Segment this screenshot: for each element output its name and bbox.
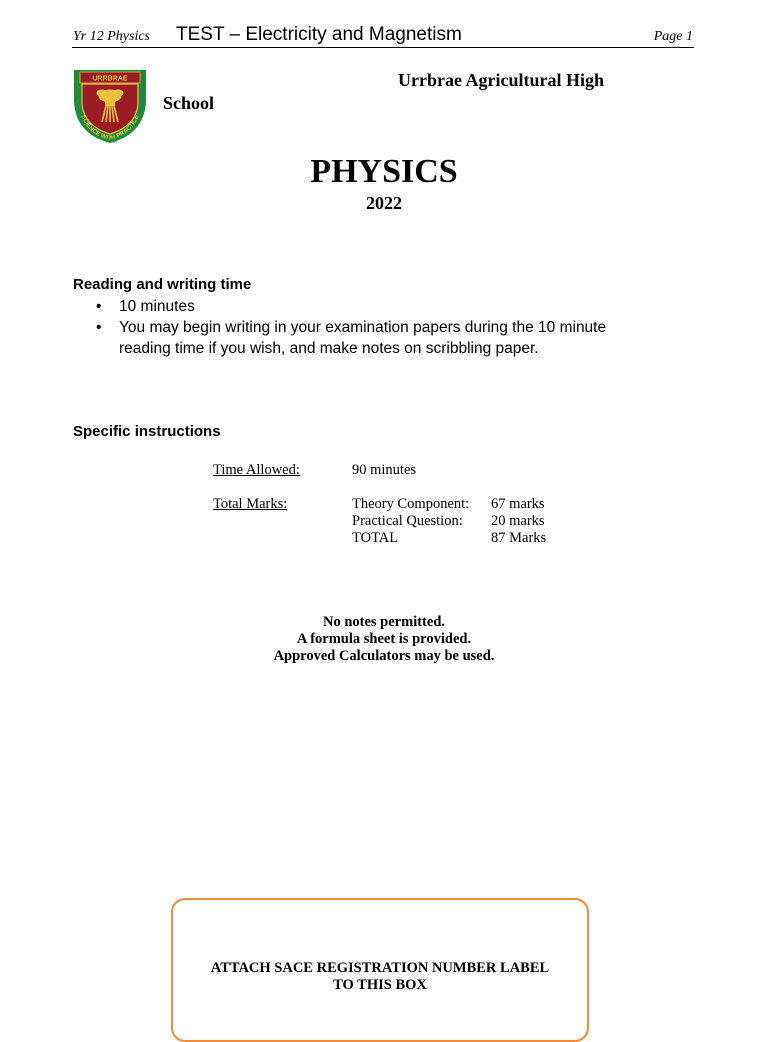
marks-total-value: 87 Marks [491,530,547,546]
school-name-line1: Urrbrae Agricultural High [398,70,604,90]
logo-text-top: URRBRAE [92,75,128,83]
marks-component-label: Practical Question: [352,513,463,529]
header-title: TEST – Electricity and Magnetism [176,24,462,45]
subject-title: PHYSICS [310,153,458,190]
specific-instructions-heading: Specific instructions [73,423,221,440]
exam-notes [0,614,768,665]
reading-time-heading: Reading and writing time [73,276,252,293]
reading-time-list [96,296,656,359]
exam-year: 2022 [366,193,402,213]
total-marks-label: Total Marks: [213,496,288,512]
sace-box-line: TO THIS BOX [333,977,427,993]
marks-total-label: TOTAL [352,530,399,546]
list-item: • 10 minutes [96,296,656,317]
marks-component-label: Theory Component: [352,496,470,512]
note-line: A formula sheet is provided. [296,631,472,647]
note-line: No notes permitted. [322,614,446,630]
note-line: Approved Calculators may be used. [273,648,495,664]
sace-box-text [171,960,589,994]
header-page-number: Page 1 [653,29,693,44]
header-rule [72,47,694,48]
school-name-line2: School [163,93,215,113]
sace-box-line: ATTACH SACE REGISTRATION NUMBER LABEL [210,960,550,976]
time-allowed-label: Time Allowed: [213,462,300,478]
list-item: • You may begin writing in your examination papers during the 10 minute reading time if you wish, and make notes on scribbling paper. [96,317,656,359]
header-course: Yr 12 Physics [73,29,150,44]
time-allowed-value: 90 minutes [352,462,417,478]
school-crest-icon [72,68,148,144]
logo-text-bottom: SCIENCE WITH PRACTICE [79,113,141,143]
marks-component-value: 67 marks [491,496,545,512]
marks-component-value: 20 marks [491,513,545,529]
school-logo [72,68,148,144]
